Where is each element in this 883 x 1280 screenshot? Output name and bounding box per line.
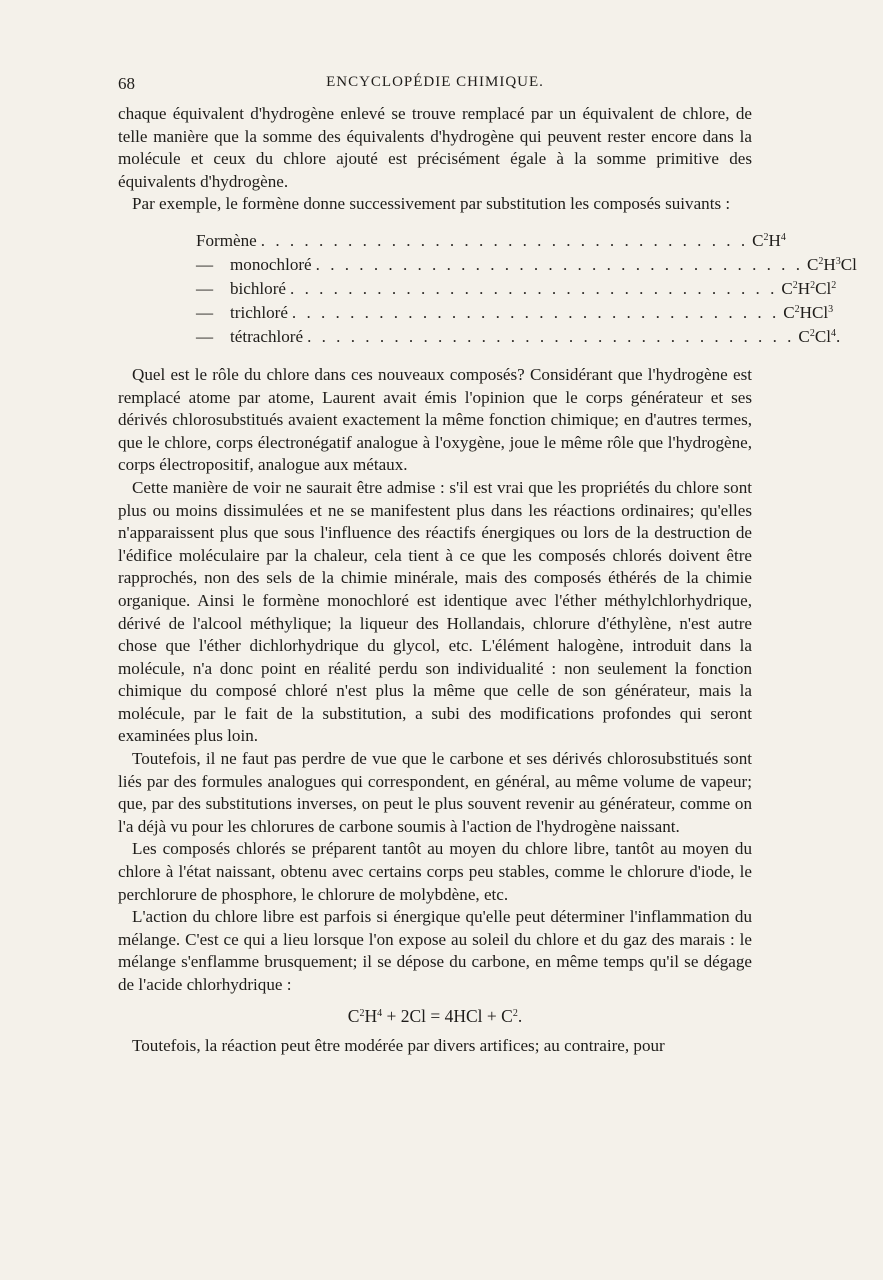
running-title: ENCYCLOPÉDIE CHIMIQUE. [326,74,544,90]
compound-row [196,278,837,302]
page-body [118,103,857,1058]
compound-name: bichloré [230,278,287,298]
compound-row [196,230,786,254]
compound-name: tétrachloré [230,326,304,346]
paragraph-2: Par exemple, le formène donne successivement par substitution les composés suivants : [132,194,731,214]
compound-row [196,254,857,278]
page-number: 68 [118,74,135,93]
ditto-dash: — [196,254,214,274]
ditto-dash: — [196,278,214,298]
ditto-dash: — [196,326,214,346]
compound-list [196,230,857,350]
compound-row [196,326,841,350]
paragraph-5: Toutefois, il ne faut pas perdre de vue que le carbone et ses dérivés chlorosubstitués sont liés par des formules analogues qui correspondent, en général, au même volume de vapeur; que, par des substitutions inverses, on peut le plus souvent revenir au générateur, comme on l'a déjà vu pour les chlorures de carbone soumis à l'action de l'hydrogène naissant. [118,749,752,836]
dot-leader: . . . . . . . . . . . . . . . . . . . . . . . . . . . . . . . . . . [315,254,803,274]
running-header [118,74,752,102]
compound-name: monochloré [230,254,312,274]
paragraph-8: Toutefois, la réaction peut être modérée par divers artifices; au contraire, pour [132,1036,665,1056]
dot-leader: . . . . . . . . . . . . . . . . . . . . . . . . . . . . . . . . . . [290,278,778,298]
ditto-dash: — [196,302,214,322]
compound-formula: $C^2Cl^4$. [798,326,841,346]
compound-formula: $C^2H^3Cl$ [806,254,857,274]
compound-formula: $C^2H^4$ [752,230,786,250]
paragraph-6: Les composés chlorés se préparent tantôt au moyen du chlore libre, tantôt au moyen du chlore à l'état naissant, obtenu avec certains corps peu stables, comme le chlorure d'iode, le perchlorure de phosphore, le chlorure de molybdène, etc. [118,839,752,904]
paragraph-4: Cette manière de voir ne saurait être admise : s'il est vrai que les propriétés du chlore sont plus ou moins dissimulées et ne se manifestent plus dans les réactions ordinaires; qu'elles n'apparaissent plus que sous l'influence des réactifs énergiques ou lors de la destruction de l'édifice moléculaire par la chaleur, cela tient à ce que les composés chlorés doivent être rapprochés, non des sels de la chimie minérale, mais des composés éthérés de la chimie organique. Ainsi le formène monochloré est identique avec l'éther méthylchlorhydrique, dérivé de l'alcool méthylique; la liqueur des Hollandais, chlorure d'éthylène, n'est autre chose que l'éther dichlorhydrique du glycol, etc. L'élément halogène, introduit dans la molécule, n'a donc point en réalité perdu son individualité : non seulement la fonction chimique du composé chloré n'est plus la même que celle de son générateur, mais la molécule, par le fait de la substitution, a subi des modifications profondes qui seront examinées plus loin. [118,477,752,746]
paragraph-7: L'action du chlore libre est parfois si énergique qu'elle peut déterminer l'inflammation du mélange. C'est ce qui a lieu lorsque l'on expose au soleil du chlore et du gaz des marais : le mélange s'enflamme brusquement; il se dépose du carbone, en même temps qu'il se dégage de l'acide chlorhydrique : [118,907,752,994]
chemical-equation: $C^2H^4 + 2Cl = 4HCl + C^2$. [347,1005,523,1026]
compound-row [196,302,834,326]
compound-name: trichloré [230,302,288,322]
dot-leader: . . . . . . . . . . . . . . . . . . . . . . . . . . . . . . . . . . [291,302,780,322]
paragraph-1: chaque équivalent d'hydrogène enlevé se trouve remplacé par un équivalent de chlore, de telle manière que la somme des équivalents d'hydrogène qui peuvent rester encore dans la molécule et ceux du chlore ajouté est précisément égale à la somme primitive des équivalents d'hydrogène. [118,104,752,191]
dot-leader: . . . . . . . . . . . . . . . . . . . . . . . . . . . . . . . . . . [260,230,749,250]
compound-formula: $C^2HCl^3$ [783,302,834,322]
paragraph-3: Quel est le rôle du chlore dans ces nouveaux composés? Considérant que l'hydrogène est remplacé atome par atome, Laurent avait émis l'opinion que le corps générateur et ses dérivés chlorosubstitués avaient exactement la même fonction chimique; en d'autres termes, que le chlore, corps électronégatif analogue à l'oxygène, joue le même rôle que l'hydrogène, corps électropositif, analogue aux métaux. [118,364,752,475]
dot-leader: . . . . . . . . . . . . . . . . . . . . . . . . . . . . . . . . . . [307,326,795,346]
compound-formula: $C^2H^2Cl^2$ [781,278,837,298]
compound-name: Formène [196,230,257,250]
